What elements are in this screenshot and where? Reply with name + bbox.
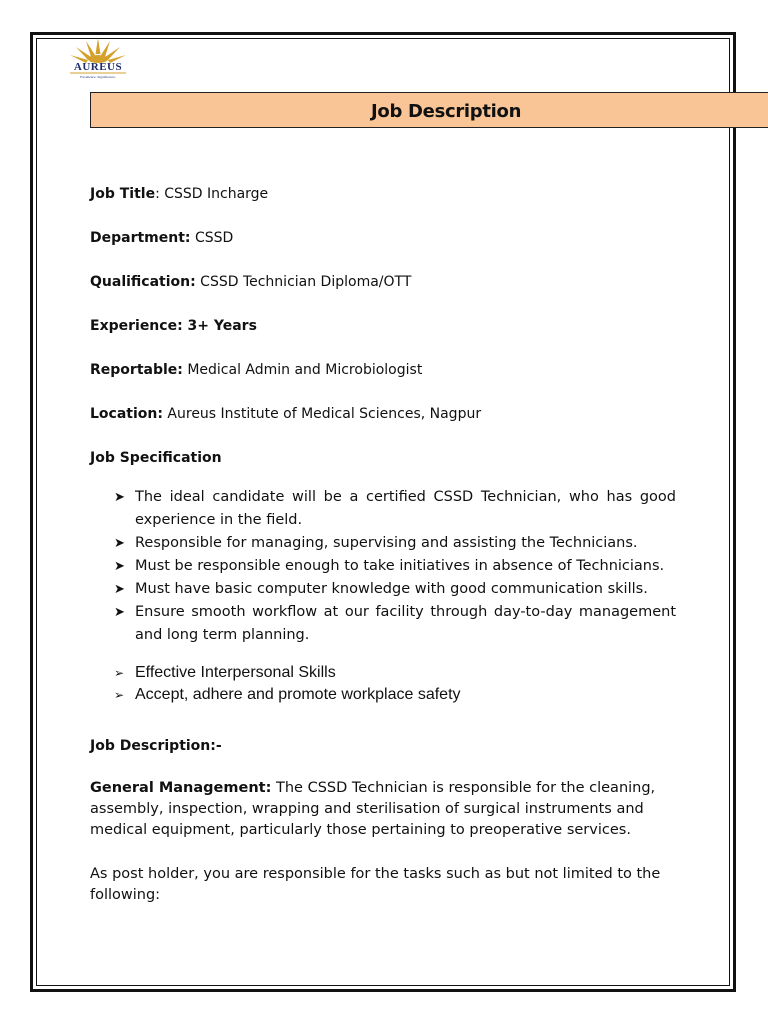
job-specification-list (114, 486, 676, 647)
section-heading: Job Specification (90, 450, 222, 466)
list-item-text: Responsible for managing, supervising and assisting the Technicians. (135, 535, 638, 551)
list-item (114, 555, 676, 578)
job-description-heading (90, 736, 222, 756)
list-item (114, 486, 676, 532)
list-item-text: Must have basic computer knowledge with good communication skills. (135, 581, 648, 597)
field-label: Job Title (90, 186, 156, 202)
field-value: Medical Admin and Microbiologist (182, 362, 423, 378)
title-bar (90, 92, 768, 128)
list-item-text: Must be responsible enough to take initiatives in absence of Technicians. (135, 558, 665, 574)
paragraph-text: The CSSD Technician is responsible for the cleaning, assembly, inspection, wrapping and sterilisation of surgical instruments and medical equipment, particularly those pertaining to preoperative services. (90, 780, 656, 838)
post-holder-paragraph (90, 864, 670, 906)
general-management-paragraph (90, 778, 670, 841)
list-item (114, 662, 461, 684)
field-value: CSSD Incharge (159, 186, 269, 202)
arrowhead-bullet-icon: ➤ (114, 559, 125, 574)
list-item-text: Effective Interpersonal Skills (135, 664, 336, 681)
aureus-logo (62, 34, 134, 80)
list-item (114, 578, 676, 601)
field-location (90, 404, 481, 424)
arrowhead-bullet-icon: ➢ (114, 666, 125, 680)
field-value: CSSD (190, 230, 234, 246)
field-experience (90, 316, 257, 336)
sun-logo-icon (62, 34, 134, 80)
field-label: Department: (90, 230, 191, 246)
field-label: Qualification: (90, 274, 196, 290)
field-sep: : (155, 186, 160, 202)
field-qualification (90, 272, 411, 292)
list-item-text: Ensure smooth workflow at our facility through day-to-day management and long term planning. (135, 604, 676, 643)
field-job-title (90, 184, 268, 204)
field-value: CSSD Technician Diploma/OTT (195, 274, 412, 290)
field-reportable (90, 360, 422, 380)
field-department (90, 228, 233, 248)
arrowhead-bullet-icon: ➤ (114, 490, 125, 505)
list-item-text: The ideal candidate will be a certified CSSD Technician, who has good experience in the field. (135, 489, 676, 528)
arrowhead-bullet-icon: ➤ (114, 582, 125, 597)
list-item (114, 684, 461, 706)
skills-list (114, 662, 461, 706)
section-heading: Job Description:- (90, 738, 222, 754)
list-item (114, 601, 676, 647)
arrowhead-bullet-icon: ➢ (114, 688, 125, 702)
field-value: Aureus Institute of Medical Sciences, Nagpur (162, 406, 482, 422)
list-item (114, 532, 676, 555)
arrowhead-bullet-icon: ➤ (114, 605, 125, 620)
field-label: Experience: 3+ Years (90, 318, 257, 334)
logo-text: AUREUS (73, 61, 123, 73)
arrowhead-bullet-icon: ➤ (114, 536, 125, 551)
page-title: Job Description (371, 101, 522, 122)
paragraph-text: As post holder, you are responsible for the tasks such as but not limited to the following: (90, 866, 661, 903)
logo-tagline: Excellence. Significance. (80, 75, 116, 79)
field-label: Location: (90, 406, 163, 422)
paragraph-label: General Management: (90, 780, 272, 796)
field-label: Reportable: (90, 362, 183, 378)
job-specification-heading (90, 448, 222, 468)
list-item-text: Accept, adhere and promote workplace safety (135, 686, 461, 703)
